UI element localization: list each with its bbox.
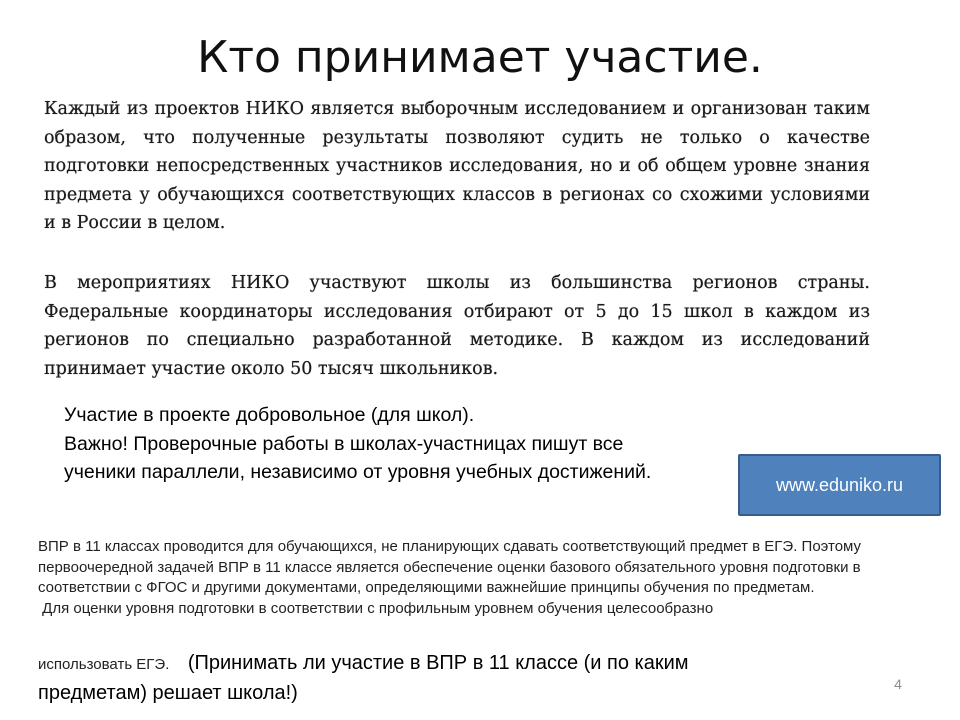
vpr-paragraph-profile: Для оценки уровня подготовки в соответствии с профильным уровнем обучения целесообразно: [38, 600, 714, 618]
scanned-paragraph-participants: В мероприятиях НИКО участвуют школы из большинства регионов страны. Федеральные координаторы исследования отбирают от 5 до 15 школ в каждом из регионов по специально разработанной методике. В каждом из исследований принимает участие около 50 тысяч школьников.: [44, 273, 870, 379]
scanned-paragraph-sampling: Каждый из проектов НИКО является выборочным исследованием и организован таким образом, что полученные результаты позволяют судить не только о качестве подготовки непосредственных участников исследования, но и об общем уровне знания предмета у обучающихся соответствующих классов в регионах со схожими условиями и в России в целом.: [44, 99, 870, 233]
vpr-description: [38, 537, 898, 620]
page-number: 4: [894, 676, 902, 692]
note-voluntary-line: Участие в проекте добровольное (для школ).: [64, 404, 475, 426]
slide-title: Кто принимает участие.: [197, 32, 763, 83]
vpr-conclusion: [38, 648, 898, 706]
vpr-school-decides-text-end: предметам) решает школа!): [38, 682, 298, 704]
vpr-paragraph-purpose: ВПР в 11 классах проводится для обучающихся, не планирующих сдавать соответствующий предмет в ЕГЭ. Поэтому первоочередной задачей ВПР в 11 классе является обеспечение оценки базового обязательного уровня подготовки в соответствии с ФГОС и другими документами, определяющими важнейшие принципы обучения по предметам.: [38, 538, 862, 597]
vpr-conclusion-line-1: [38, 648, 898, 680]
vpr-school-decides-text-start: (Принимать ли участие в ВПР в 11 классе (и по каким: [187, 652, 689, 674]
note-important-line: Важно! Проверочные работы в школах-участницах пишут все ученики параллели, независимо от уровня учебных достижений.: [64, 432, 652, 483]
eduniko-link-label: www.eduniko.ru: [775, 474, 904, 495]
participation-note: [64, 401, 664, 487]
eduniko-link-button[interactable]: [738, 454, 941, 516]
vpr-use-ege-text: использовать ЕГЭ.: [38, 656, 170, 673]
